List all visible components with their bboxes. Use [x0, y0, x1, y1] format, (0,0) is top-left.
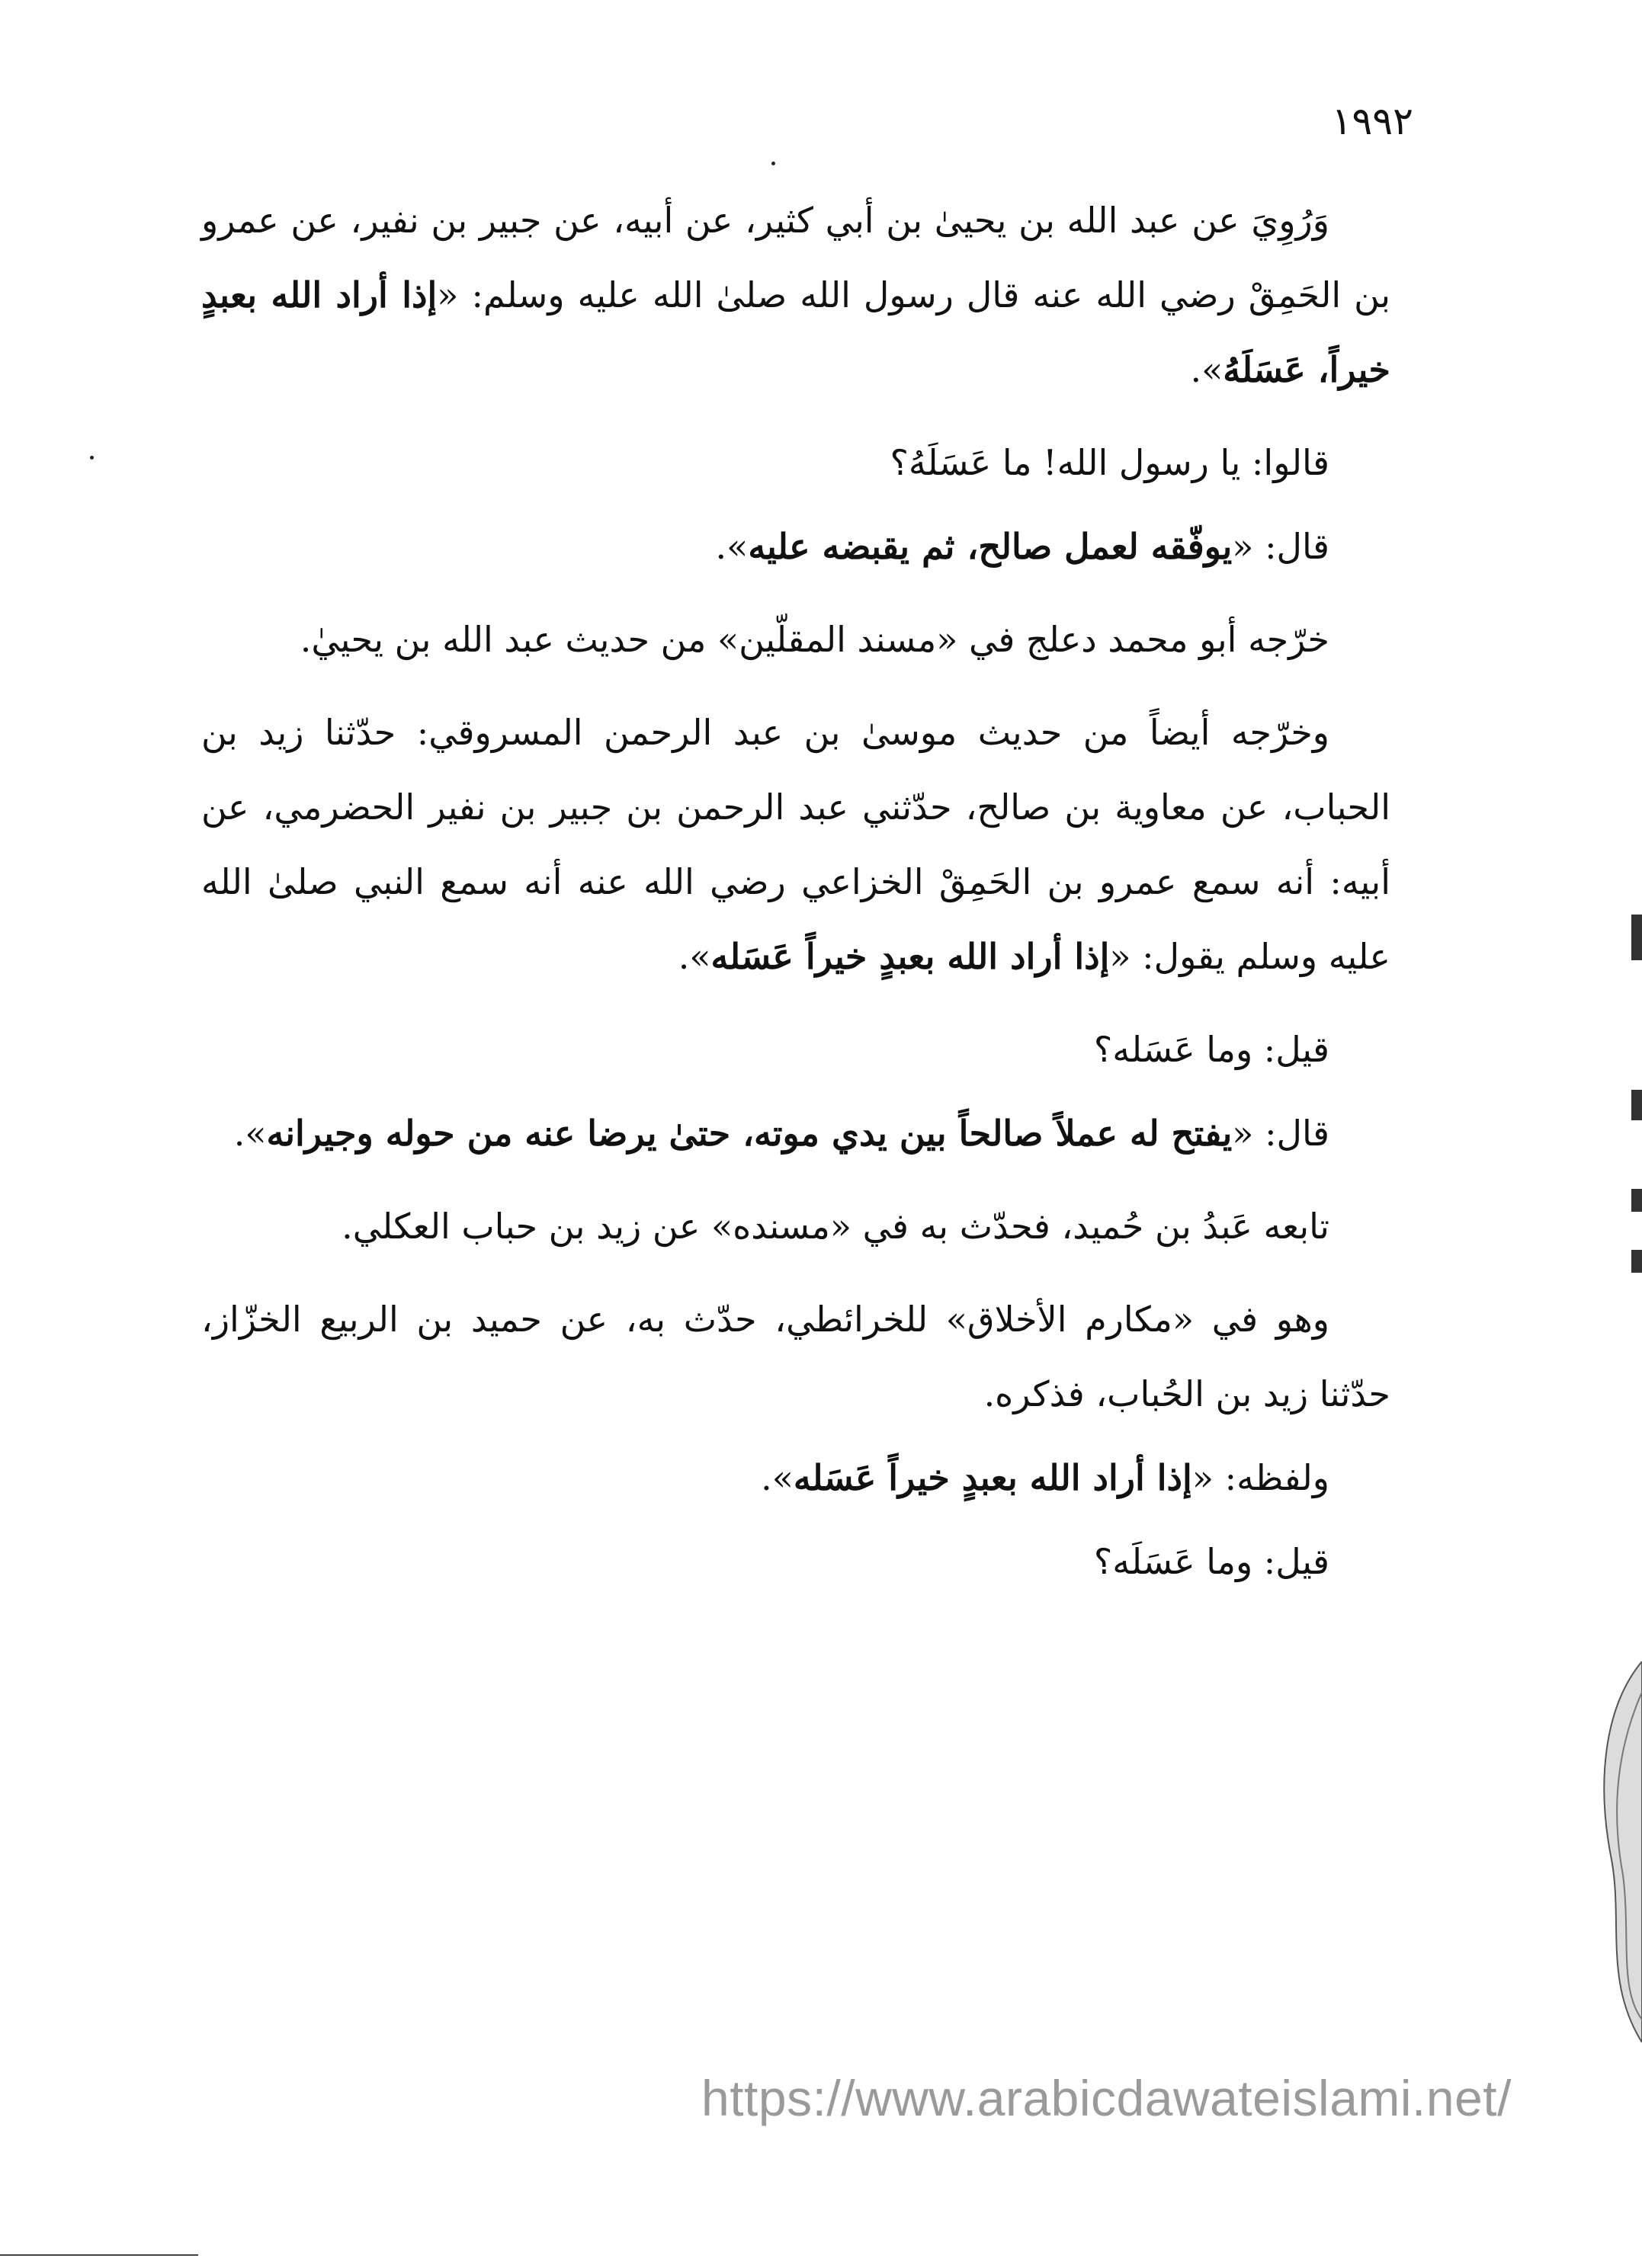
scan-speck: [90, 456, 94, 460]
text-run: خرّجه أبو محمد دعلج في «مسند المقلّين» من حديث عبد الله بن يحييٰ.: [300, 619, 1329, 660]
page-number: ١٩٩٢: [1331, 99, 1413, 143]
paragraph-mutaba: [201, 1189, 1390, 1264]
page-edge-mark: [1631, 1189, 1642, 1212]
paragraph-hadith-1: [201, 183, 1390, 407]
page-edge-mark: [1631, 915, 1642, 960]
body-text: [201, 183, 1390, 1608]
text-run: ولفظه: «: [1191, 1457, 1329, 1498]
page-edge-mark: [1631, 1250, 1642, 1273]
paragraph-question-3: [201, 1524, 1390, 1599]
paragraph-answer-2: [201, 1096, 1390, 1171]
paragraph-answer-1: [201, 509, 1390, 584]
hadith-quote: يوفّقه لعمل صالح، ثم يقبضه عليه: [748, 526, 1233, 567]
text-run: ».: [761, 1457, 794, 1498]
paragraph-makarim: [201, 1282, 1390, 1431]
text-run: تابعه عَبدُ بن حُميد، فحدّث به في «مسنده» عن زيد بن حباب العكلي.: [342, 1206, 1329, 1247]
paragraph-takhrij-2: [201, 695, 1390, 994]
text-run: وهو في «مكارم الأخلاق» للخرائطي، حدّث به، عن حميد بن الربيع الخزّاز، حدّثنا زيد بن الحُباب، فذكره.: [201, 1299, 1390, 1414]
text-run: قيل: وما عَسَلَه؟: [1093, 1541, 1329, 1582]
hadith-quote: يفتح له عملاً صالحاً بين يدي موته، حتىٰ يرضا عنه من حوله وجيرانه: [266, 1113, 1233, 1154]
page-edge-mark: [1631, 1090, 1642, 1120]
text-run: قالوا: يا رسول الله! ما عَسَلَهُ؟: [890, 442, 1329, 483]
text-run: وَرُوِيَ عن عبد الله بن يحيىٰ بن أبي كثير، عن أبيه، عن جبير بن نفير، عن عمرو بن الحَمِقْ رضي الله عنه قال رسول الله صلىٰ الله عليه وسلم: «: [201, 200, 1390, 316]
text-run: قال: «: [1232, 526, 1329, 567]
hadith-quote: إذا أراد الله بعبدٍ خيراً، عَسَلَهُ: [201, 274, 1390, 390]
text-run: ».: [233, 1113, 267, 1154]
paragraph-takhrij-1: [201, 602, 1390, 677]
text-run: قال: «: [1232, 1113, 1329, 1154]
text-run: ».: [1190, 349, 1223, 390]
paragraph-question-2: [201, 1012, 1390, 1087]
paragraph-lafz: [201, 1440, 1390, 1515]
hadith-quote: إذا أراد الله بعبدٍ خيراً عَسَله: [793, 1457, 1192, 1498]
text-run: وخرّجه أيضاً من حديث موسىٰ بن عبد الرحمن المسروقي: حدّثنا زيد بن الحباب، عن معاوية بن صالح، حدّثني عبد الرحمن بن جبير بن نفير الحضرمي، عن أبيه: أنه سمع عمرو بن الحَمِقْ الخزاعي رضي الله عنه أنه سمع النبي صلىٰ الله عليه وسلم يقول: «: [201, 712, 1390, 977]
text-run: ».: [678, 936, 711, 977]
binding-shadow: [1596, 1661, 1642, 2042]
footer-rule: [0, 2254, 198, 2258]
text-run: قيل: وما عَسَله؟: [1093, 1029, 1329, 1070]
hadith-quote: إذا أراد الله بعبدٍ خيراً عَسَله: [710, 936, 1110, 977]
paragraph-question-1: [201, 425, 1390, 500]
text-run: ».: [715, 526, 749, 567]
website-watermark: https://www.arabicdawateislami.net/: [701, 2070, 1512, 2126]
scan-speck: [771, 162, 775, 165]
